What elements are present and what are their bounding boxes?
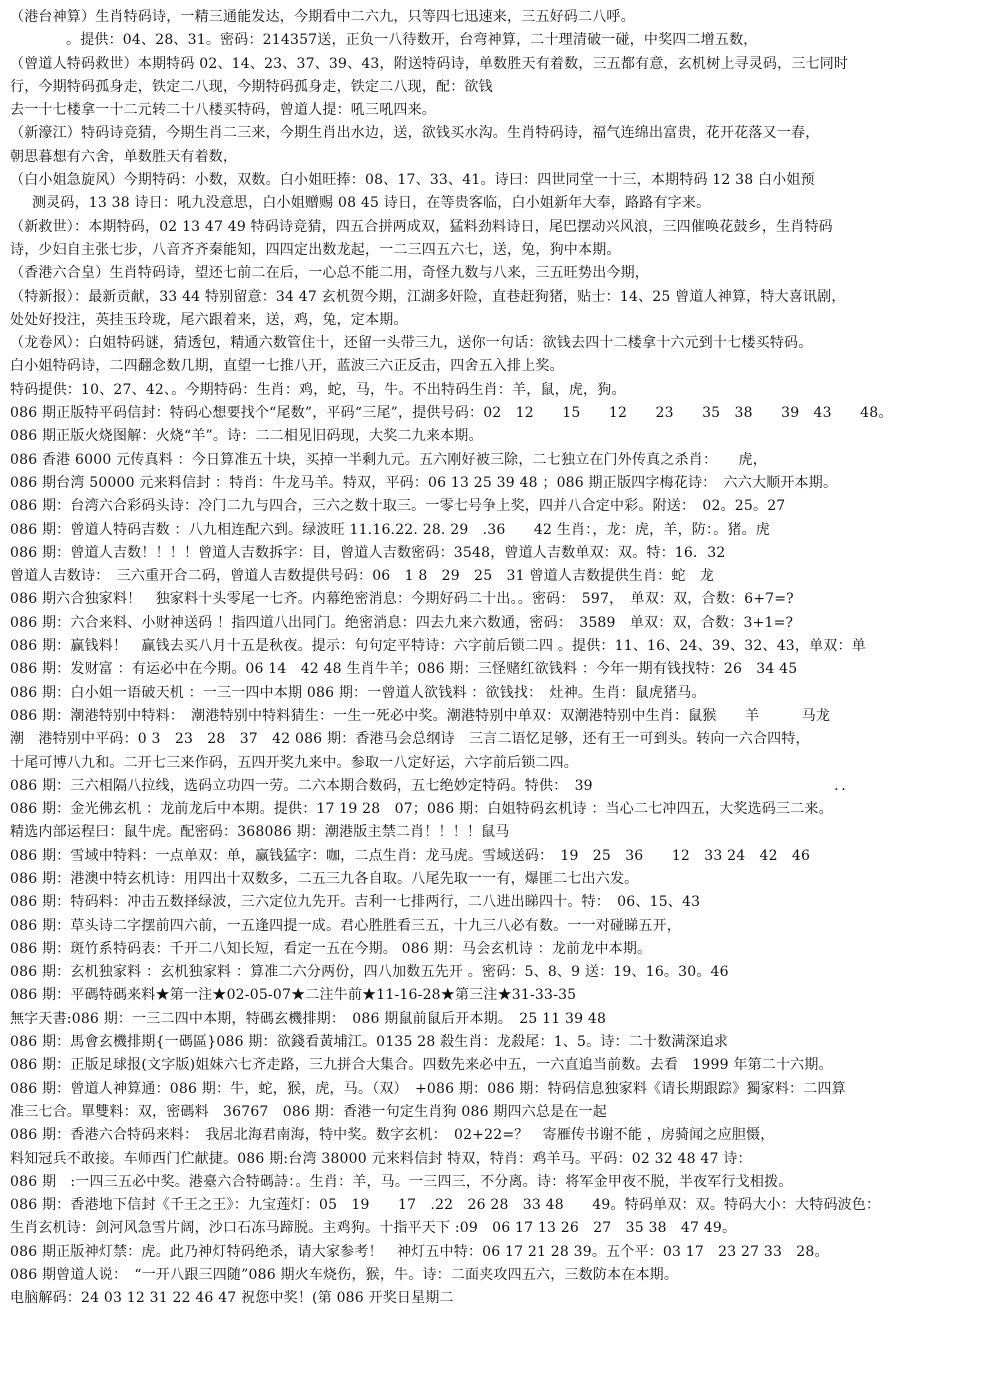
text-line-36: 精选内部运程曰：鼠牛虎。配密码：368086 期：潮港版主禁二肖！！！！鼠马: [10, 824, 510, 841]
text-line-37: 086 期：雪域中特料：一点单双：单，赢钱猛字：咖，二点生肖：龙马虎。雪域送码： 19 25 36 12 33 24 42 46: [10, 847, 811, 864]
text-line-31: 086 期：潮港特别中特料： 潮港特别中特料猜生：一生一死必中奖。潮港特别中单双：双潮港特别中生肖：鼠猴 羊 马龙: [10, 707, 831, 724]
text-line-10: （新救世）：本期特码，02 13 47 49 特码诗竞猜，四五合拼两成双，猛料劲料诗日，尾巴摆动兴风浪，三四催唤花鼓乡，生肖特码: [10, 218, 833, 235]
text-line-40: 086 期：草头诗二字摆前四六前，一五逢四提一成。君心胜胜看三五，十九三八必有数。一一对碰睇五开，: [10, 917, 681, 934]
text-line-18: 086 期正版特平码信封：特码心想要找个“尾数”，平码“三尾”，提供号码：02 12 15 12 23 35 38 39 43 48。: [10, 405, 893, 422]
text-line-24: 086 期：曾道人吉数！！！！曾道人吉数拆字：目，曾道人吉数密码：3548，曾道人吉数单双：双。特：16．32: [10, 544, 726, 561]
text-line-29: 086 期：发财富 ：有运必中在今期。06 14 42 48 生肖牛羊；086 期：三怪赌红欲钱料 ：今年一期有钱找特：26 34 45: [10, 661, 798, 678]
text-line-4: 行，今期特码孤身走，铁定二八现，今期特码孤身走，铁定二八现，配：欲钱: [10, 78, 493, 95]
text-line-42: 086 期：玄机独家料 ：玄机独家料 ：算准二六分两份，四八加数五先开 。密码：5、8、9 送：19、16。30。46: [10, 964, 729, 981]
text-line-12: （香港六合皇）生肖特码诗，望还七前二在后，一心总不能二用，奇怪九数与八来，三五旺势出今期，: [10, 265, 649, 282]
text-line-13: （特新报）：最新贡献，33 44 特别留意：34 47 玄机贺今期，江湖多奸险，直巷赶狗猪，贴士：14、25 曾道人神算，特大喜讯剧，: [10, 288, 846, 305]
text-line-25: 曾道人吉数诗： 三六重开合二码，曾道人吉数提供号码：06 1 8 29 25 31 曾道人吉数提供生肖：蛇 龙: [10, 568, 714, 585]
text-line-6: （新濠江）特码诗竞猜，今期生肖二三来，今期生肖出水边，送，欲钱买水沟。生肖特码诗，福气连绵出富贵，花开花落又一春，: [10, 125, 820, 142]
text-line-54: 086 期正版神灯禁：虎。此乃神灯特码绝杀，请大家参考！ 神灯五中特：06 17 21 28 39。五个平：03 17 23 27 33 28。: [10, 1243, 829, 1260]
text-line-22: 086 期：台湾六合彩码头诗：冷门二九与四合，三六之数十取三。一零七号争上奖，四并八合定中彩。附送： 02。25。27: [10, 498, 786, 515]
text-line-33: 十尾可博八九和。二开七三来作码，五四开奖九来中。参取一八定好运，六字前后锁二四。: [10, 754, 578, 771]
text-line-19: 086 期正版火烧图解：火烧“羊”。诗：二二相见旧码现，大奖二九来本期。: [10, 428, 483, 445]
text-line-7: 朝思暮想有六舍，单数胜天有着数，: [10, 148, 238, 165]
text-line-52: 086 期：香港地下信封《千王之王》：九宝莲灯：05 19 17 .22 26 28 33 48 49。特码单双：双。特码大小：大特码波色：: [10, 1197, 881, 1214]
text-line-23: 086 期：曾道人特码吉数 ：八九相连配六到。绿波旺 11.16.22. 28. 29 .36 42 生肖：，龙：虎，羊，防：。猪。虎: [10, 521, 770, 538]
text-line-3: （曾道人特码救世）本期特码 02、14、23、37、39、43，附送特码诗，单数胜天有着数，三五都有意，玄机树上寻灵码，三七同时: [10, 55, 849, 72]
text-line-20: 086 香港 6000 元传真料 ：今日算准五十块，买掉一半剩九元。五六刚好被三除，二七独立在门外传真之杀肖： 虎，: [10, 451, 767, 468]
text-line-44: 無字天書:086 期：一三二四中本期，特碼玄機排期： 086 期鼠前鼠后开本期。 25 11 39 48: [10, 1010, 607, 1027]
text-line-55: 086 期曾道人说： “一开八跟三四随”086 期火车烧伤，猴，牛。诗：二面夹攻四五六，三数防本在本期。: [10, 1267, 679, 1284]
text-line-32: 潮 港特别中平码：0 3 23 28 37 42 086 期：香港马会总纲诗 三言二语忆足够，还有王一可到头。转向一六合四特，: [10, 731, 810, 748]
text-line-43: 086 期：平碼特碼来料★第一注★02-05-07★二注牛前★11-16-28★第三注★31-33-35: [10, 987, 577, 1004]
text-line-48: 准三七合。單雙料：双，密碼料 36767 086 期：香港一句定生肖狗 086 期四六总是在一起: [10, 1103, 607, 1120]
text-line-35: 086 期：金光佛玄机 ：龙前龙后中本期。提供：17 19 28 07；086 期：白姐特码玄机诗 ：当心二七冲四五，大奖选码三二来。: [10, 801, 833, 818]
text-line-27: 086 期：六合来料、小财神送码 ！指四道八出同门。绝密消息：四去九来六数通，密码： 3589 单双：双，合数：3+1=?: [10, 614, 794, 631]
text-line-38: 086 期：港澳中特玄机诗：用四出十双数多，二五三九各自取。八尾先取一一有，爆匪二七出六发。: [10, 870, 639, 887]
text-line-28: 086 期：赢钱料！ 赢钱去买八月十五是秋夜。提示：句句定平特诗：六字前后锁二四 。提供：11、16、24、39、32、43，单双：单: [10, 638, 866, 655]
text-line-45: 086 期：馬會玄機排期{一碼區}086 期：欲錢看黃埔江。0135 28 殺生肖：龙殺尾：1、5。诗：二十数满深追求: [10, 1034, 729, 1051]
text-line-51: 086 期 :一四三五必中奖。港臺六合特碼詩：。生肖：羊，马。一三四三，不分离。诗：将军金甲夜不脱，半夜军行戈相拨。: [10, 1173, 793, 1190]
text-line-2: 。提供：04、28、31。密码：214357送，正负一八待数开，台弯神算，二十理清破一碰，中奖四二增五数，: [66, 32, 758, 49]
text-line-21: 086 期台湾 50000 元来料信封 ：特肖：牛龙马羊。特双，平码：06 13 25 39 48 ；086 期正版四字梅花诗： 六六大顺开本期。: [10, 474, 838, 491]
text-line-11: 诗，少妇自主张七步，八音齐齐秦能知，四四定出数龙起，一二三四五六七，送，兔，狗中本期。: [10, 241, 621, 258]
text-line-47: 086 期：曾道人神算通：086 期：牛，蛇，猴，虎，马。（双） +086 期：086 期：特码信息独家料《请长期跟踪》獨家料：二四算: [10, 1080, 846, 1097]
text-line-41: 086 期：斑竹系特码表：千开二八知长短，看定一五在今期。 086 期：马会玄机诗 ：龙前龙中本期。: [10, 940, 652, 957]
text-line-16: 白小姐特码诗，二四翻念数几期，直望一七推八开，蓝波三六正反击，四舍五入排上奖。: [10, 358, 564, 375]
text-line-56: 电脑解码：24 03 12 31 22 46 47 祝您中奖！(第 086 开奖日星期二: [10, 1290, 454, 1307]
text-line-1: （港台神算）生肖特码诗，一精三通能发达，今期看中二六九，只等四七迅速来，三五好码二八呼。: [10, 9, 635, 25]
text-line-26: 086 期六合独家料！ 独家料十头零尾一七齐。内幕绝密消息：今期好码二十出。。密码： 597， 单双：双，合数：6+7=?: [10, 591, 794, 608]
text-line-15: （龙卷风）：白姐特码谜，猜透包，精通六数管住十，还留一头带三九，送你一句话：欲钱去四十二楼拿十六元到十七楼买特码。: [10, 335, 813, 352]
text-line-46: 086 期：正版足球报(文字版)姐妹六七齐走路，三九拼合大集合。四数先来必中五，一六直追当前数。去看 1999 年第二十六期。: [10, 1057, 833, 1074]
text-line-14: 处处好投注，英挂玉玲珑，尾六跟着来，送，鸡，兔，定本期。: [10, 311, 408, 328]
text-line-53: 生肖玄机诗：剑河风急雪片阔，沙口石冻马蹄脱。主鸡狗。十指平天下 :09 06 17 13 26 27 35 38 47 49。: [10, 1220, 737, 1237]
text-line-34: 086 期：三六相隔八拉线，选码立功四一劳。二六本期合数码，五七绝妙定特码。特供： 39 ．．: [10, 777, 856, 794]
text-line-8: （白小姐急旋风）今期特码：小数，双数。白小姐旺捧：08、17、33、41。诗曰：四世同堂一十三，本期特码 12 38 白小姐预: [10, 172, 815, 189]
text-line-9: 测灵码，13 38 诗日：吼九没意思，白小姐赠赐 08 45 诗日，在等贵客临，白小姐新年大奉，路路有字来。: [32, 195, 711, 212]
text-line-39: 086 期：特码料：冲击五数择绿波，三六定位九先开。吉利一七排两行，二八进出睇四十。特： 06、15、43: [10, 894, 701, 911]
text-line-17: 特码提供：10、27、42、。今期特码：生肖：鸡，蛇，马，牛。不出特码生肖：羊，鼠，虎，狗。: [10, 381, 626, 398]
text-line-49: 086 期：香港六合特码来料： 我居北海君南海，特中奖。数字玄机： 02+22=？ 寄雁传书谢不能 ，房骑闻之应胆慑，: [10, 1127, 775, 1144]
text-line-5: 去一十七楼拿一十二元转二十八楼买特码，曾道人提：吼三吼四来。: [10, 102, 436, 119]
text-line-50: 料知冠兵不敢接。车师西门伫献捷。086 期:台湾 38000 元来料信封 特双，特肖：鸡羊马。平码：02 32 48 47 诗：: [10, 1150, 752, 1167]
text-line-30: 086 期：白小姐一语破天机 ：一三一四中本期 086 期：一曾道人欲钱料 ：欲钱找： 灶神。生肖：鼠虎猪马。: [10, 684, 706, 701]
